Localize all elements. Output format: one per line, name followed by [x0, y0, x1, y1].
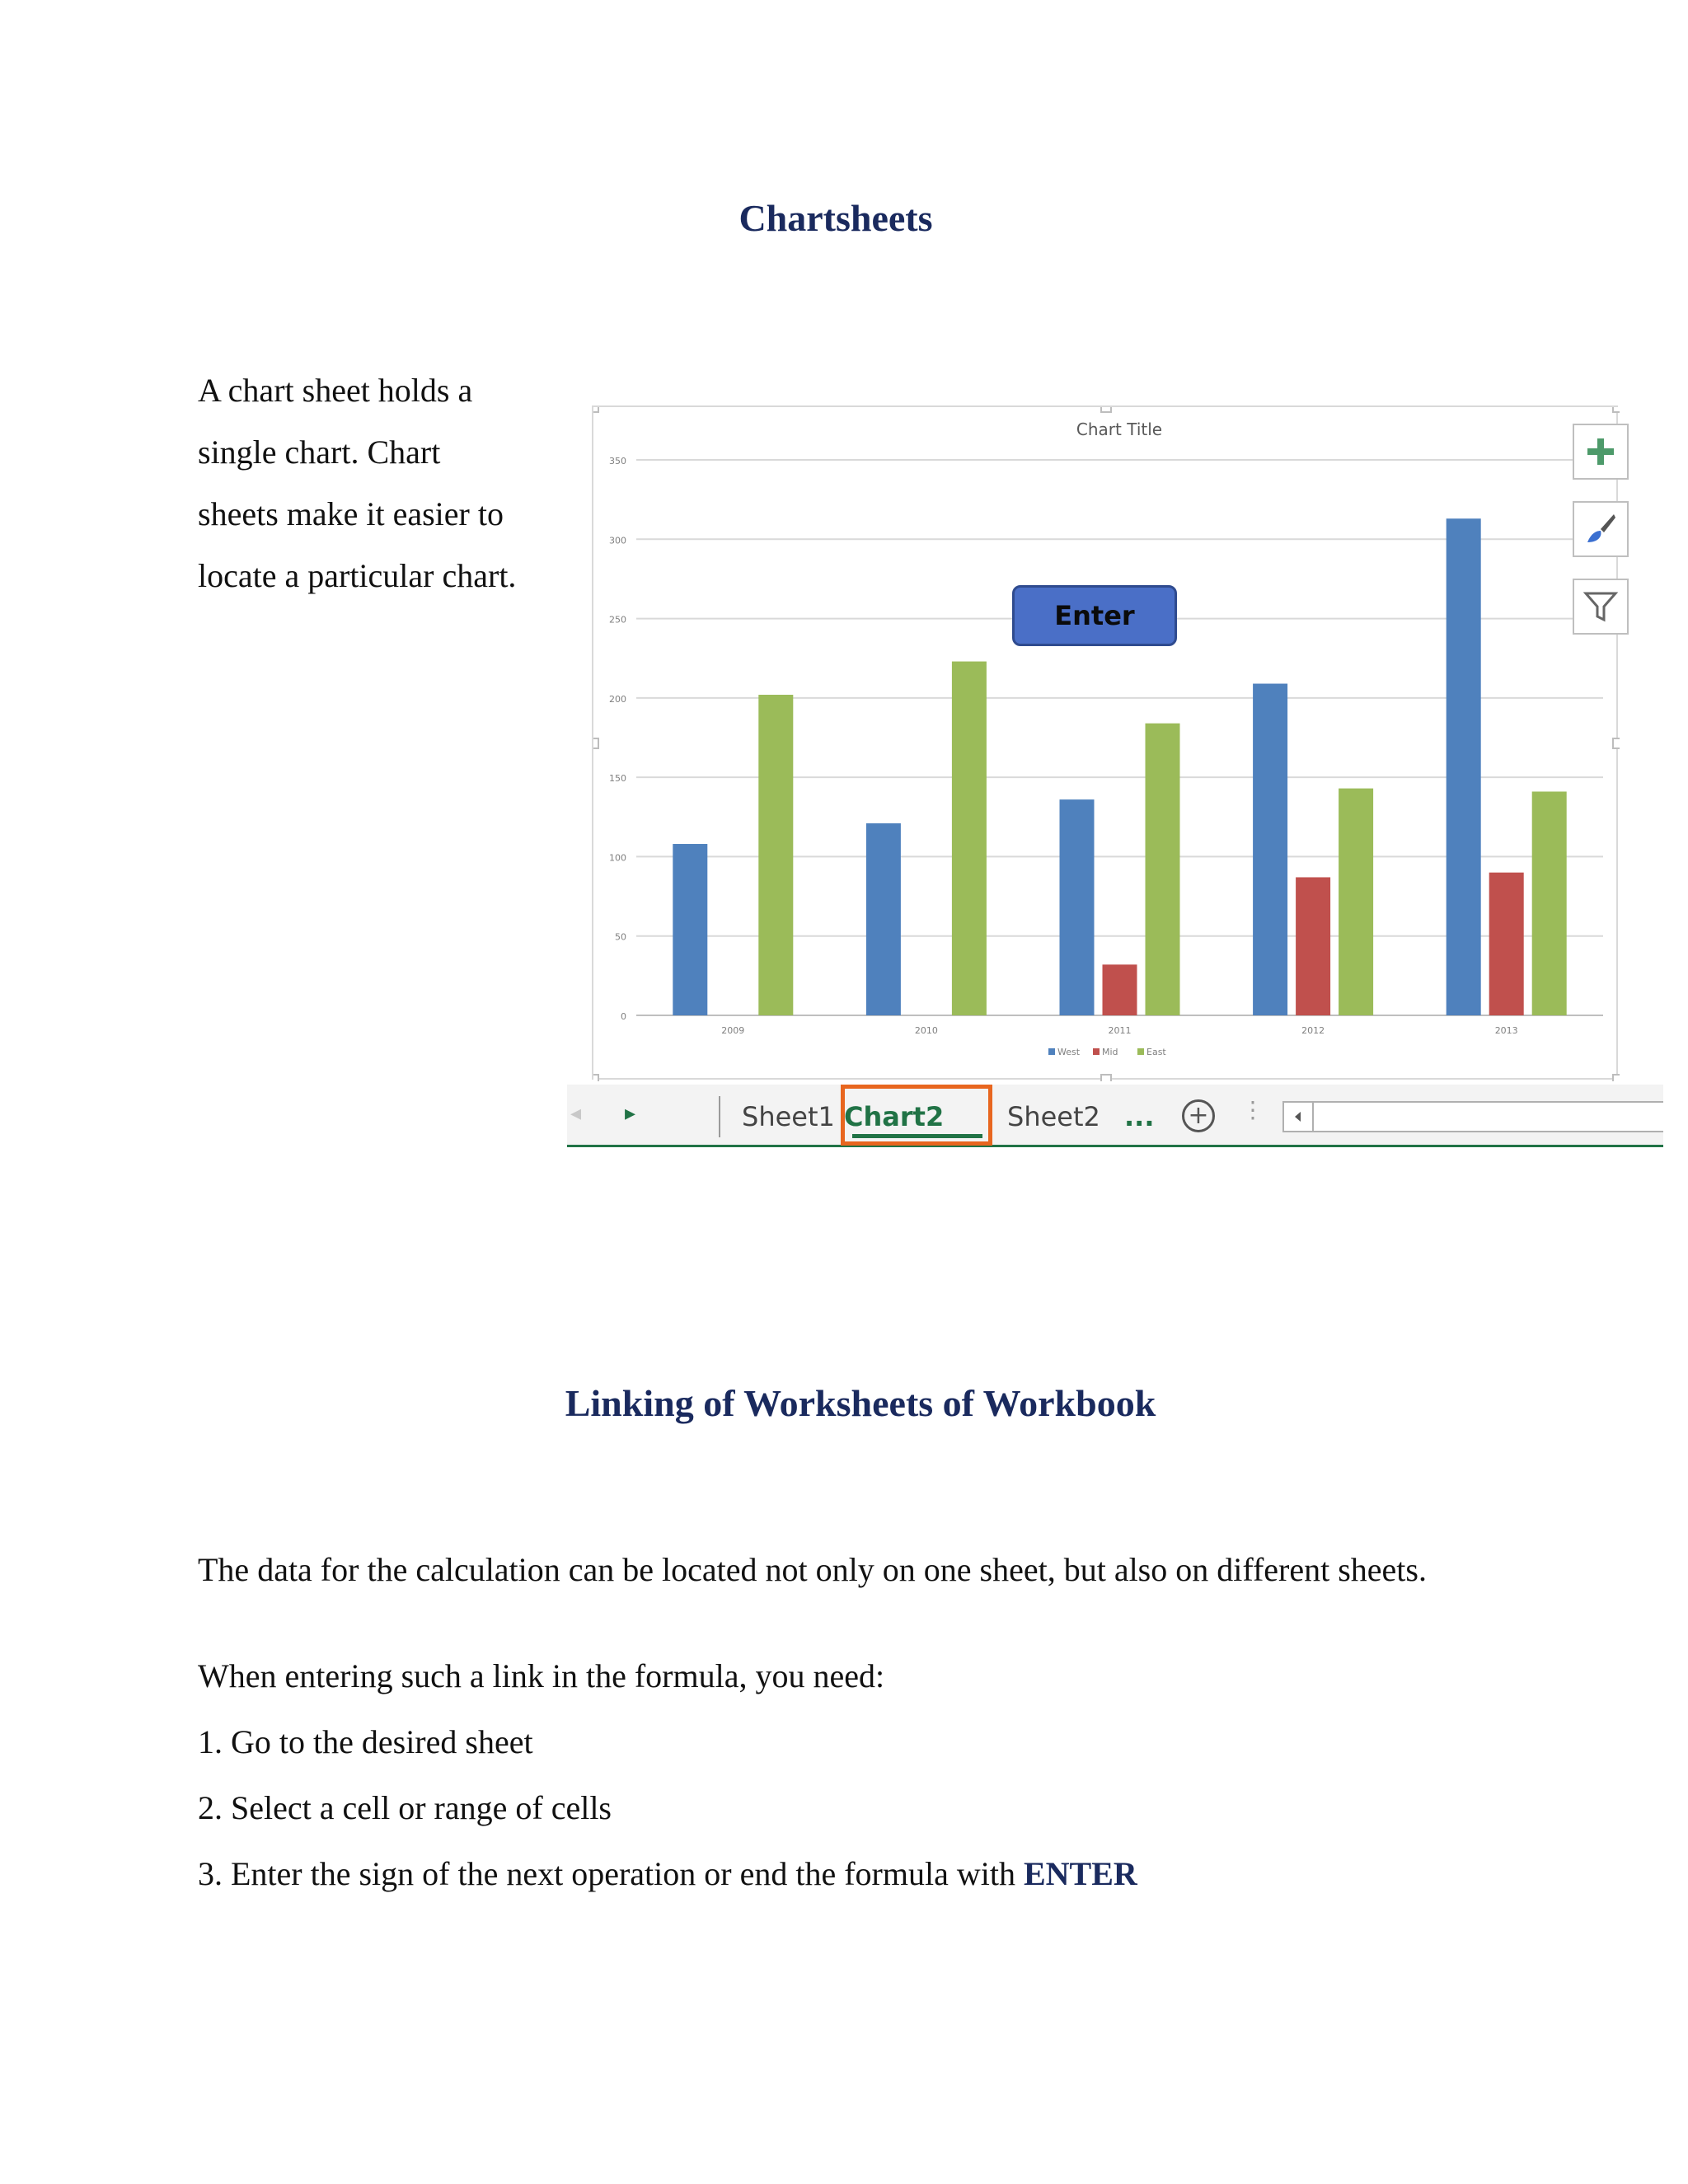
bar-west-2010	[866, 823, 901, 1015]
chart-area[interactable]	[592, 405, 1618, 1080]
legend-label-mid: Mid	[1102, 1047, 1118, 1057]
heading-chartsheets	[0, 196, 1688, 240]
new-sheet-button[interactable]	[1182, 1099, 1215, 1132]
resize-handle	[1101, 1075, 1111, 1081]
tab-sheet2[interactable]: Sheet2	[1007, 1101, 1100, 1132]
tab-sheet1[interactable]: Sheet1	[742, 1101, 835, 1132]
resize-handle	[593, 1075, 598, 1081]
bar-mid-2011	[1103, 964, 1137, 1015]
chart-filters-button[interactable]	[1573, 579, 1629, 635]
step-3-text: 3. Enter the sign of the next operation or end the formula with	[198, 1855, 1024, 1892]
horizontal-scrollbar[interactable]	[1282, 1101, 1663, 1132]
linking-instruction: When entering such a link in the formula, you need:	[198, 1657, 885, 1694]
step-1: 1. Go to the desired sheet	[198, 1723, 533, 1760]
y-tick-label: 0	[621, 1011, 626, 1022]
x-tick-label: 2013	[1494, 1025, 1518, 1036]
x-tick-label: 2012	[1301, 1025, 1325, 1036]
y-tick-label: 50	[615, 931, 626, 943]
resize-handle	[1613, 738, 1620, 748]
filter-icon	[1582, 588, 1619, 625]
y-tick-label: 200	[609, 693, 626, 705]
chart-title: Chart Title	[1076, 419, 1163, 439]
sheet-tab-bar	[567, 1085, 1663, 1147]
y-tick-label: 300	[609, 535, 626, 546]
resize-handle	[1613, 407, 1620, 412]
scroll-tabs-right-icon[interactable]: ▸	[625, 1101, 636, 1126]
heading-linking	[0, 1381, 1688, 1425]
y-tick-label: 350	[609, 456, 626, 466]
scroll-tabs-left-icon[interactable]: ◂	[570, 1101, 582, 1126]
x-tick-label: 2011	[1108, 1025, 1132, 1036]
bar-west-2012	[1253, 684, 1287, 1015]
y-tick-label: 250	[609, 614, 626, 626]
bar-east-2009	[758, 695, 793, 1015]
excel-screenshot	[567, 401, 1663, 1147]
scroll-left-button[interactable]	[1282, 1101, 1314, 1132]
bar-mid-2012	[1296, 877, 1330, 1015]
y-tick-label: 100	[609, 852, 626, 864]
intro-line: locate a particular chart.	[198, 557, 517, 594]
plus-icon	[1584, 435, 1617, 468]
x-tick-label: 2009	[721, 1025, 745, 1036]
tab-divider	[719, 1096, 720, 1137]
resize-handle	[593, 407, 598, 412]
intro-line: sheets make it easier to	[198, 495, 504, 532]
bar-east-2010	[952, 662, 987, 1015]
splitter-handle-icon[interactable]: ⋮	[1241, 1096, 1264, 1123]
intro-line: A chart sheet holds a	[198, 372, 473, 409]
step-2: 2. Select a cell or range of cells	[198, 1789, 612, 1826]
bar-east-2013	[1532, 791, 1567, 1015]
x-tick-label: 2010	[914, 1025, 938, 1036]
legend-label-east: East	[1146, 1047, 1166, 1057]
bar-west-2009	[673, 844, 707, 1015]
intro-paragraph	[198, 359, 560, 607]
resize-handle	[1613, 1075, 1620, 1081]
heading-linking-text: Linking of Worksheets of Workbook	[565, 1382, 1156, 1424]
bar-east-2012	[1339, 789, 1373, 1015]
bar-west-2011	[1060, 799, 1095, 1015]
legend-swatch-mid	[1093, 1048, 1100, 1055]
resize-handle	[593, 738, 598, 748]
y-tick-label: 150	[609, 773, 626, 785]
enter-keyword: ENTER	[1023, 1855, 1137, 1892]
add-sheet-icon: +	[1188, 1101, 1209, 1130]
enter-callout: Enter	[1012, 585, 1177, 646]
heading-chartsheets-text: Chartsheets	[738, 197, 933, 239]
more-sheets-button[interactable]: ...	[1124, 1101, 1155, 1132]
chart-styles-button[interactable]	[1573, 501, 1629, 557]
bar-east-2011	[1146, 724, 1180, 1015]
tab-chart2[interactable]: Chart2	[844, 1101, 945, 1132]
bar-west-2013	[1447, 518, 1481, 1015]
intro-line: single chart. Chart	[198, 434, 441, 471]
brush-icon	[1582, 511, 1619, 547]
chart-elements-button[interactable]	[1573, 424, 1629, 480]
bar-mid-2013	[1489, 873, 1524, 1015]
step-3	[198, 1854, 1137, 1893]
legend-label-west: West	[1057, 1047, 1081, 1057]
linking-paragraph: The data for the calculation can be located not only on one sheet, but also on different sheets.	[198, 1551, 1427, 1588]
legend-swatch-west	[1048, 1048, 1055, 1055]
legend-swatch-east	[1137, 1048, 1144, 1055]
resize-handle	[1101, 407, 1111, 412]
bar-chart	[593, 407, 1620, 1081]
scroll-left-icon	[1292, 1110, 1305, 1123]
